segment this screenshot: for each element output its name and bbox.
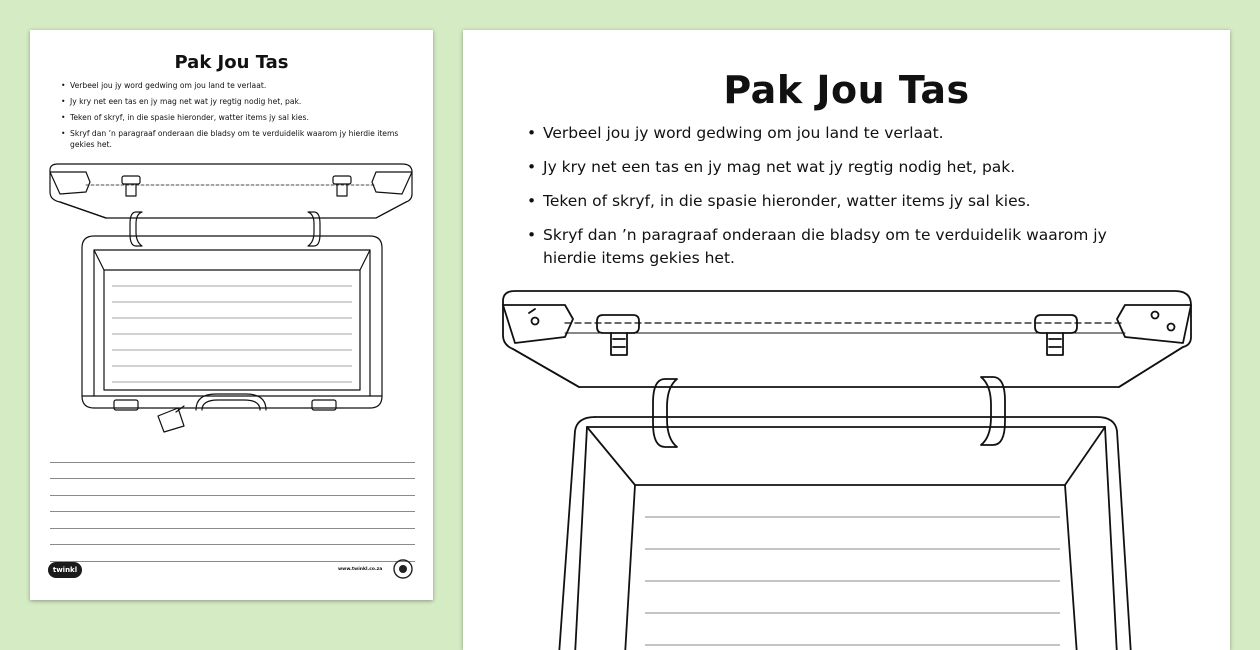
writing-line bbox=[50, 479, 415, 496]
worksheet-preview-full-page bbox=[30, 30, 433, 600]
instruction-item: • Skryf dan ’n paragraaf onderaan die bladsy om te verduidelik waarom jy hierdie items gekies het. bbox=[70, 128, 410, 150]
instruction-item: • Jy kry net een tas en jy mag net wat jy regtig nodig het, pak. bbox=[70, 96, 410, 107]
instruction-item: • Jy kry net een tas en jy mag net wat jy regtig nodig het, pak. bbox=[543, 156, 1163, 179]
worksheet-preview-zoomed bbox=[463, 30, 1230, 650]
writing-line bbox=[50, 446, 415, 463]
writing-line bbox=[50, 512, 415, 529]
instruction-item: • Skryf dan ’n paragraaf onderaan die bladsy om te verduidelik waarom jy hierdie items gekies het. bbox=[543, 224, 1163, 270]
twinkl-seal-icon bbox=[392, 558, 414, 580]
instruction-item: • Teken of skryf, in die spasie hieronder, watter items jy sal kies. bbox=[70, 112, 410, 123]
instruction-item: • Teken of skryf, in die spasie hieronder, watter items jy sal kies. bbox=[543, 190, 1163, 213]
suitcase-icon bbox=[495, 285, 1195, 650]
writing-line bbox=[50, 496, 415, 513]
instruction-list bbox=[543, 122, 1163, 281]
twinkl-logo: twinkl bbox=[48, 562, 82, 578]
suitcase-icon bbox=[46, 160, 416, 435]
writing-lines bbox=[50, 446, 415, 562]
footer-url: www.twinkl.co.za bbox=[338, 567, 383, 572]
worksheet-title: Pak Jou Tas bbox=[174, 52, 289, 73]
writing-line bbox=[50, 463, 415, 480]
writing-line bbox=[50, 545, 415, 562]
writing-line bbox=[50, 529, 415, 546]
instruction-list bbox=[70, 80, 410, 155]
worksheet-title: Pak Jou Tas bbox=[723, 68, 970, 112]
instruction-item: • Verbeel jou jy word gedwing om jou land te verlaat. bbox=[70, 80, 410, 91]
instruction-item: • Verbeel jou jy word gedwing om jou land te verlaat. bbox=[543, 122, 1163, 145]
